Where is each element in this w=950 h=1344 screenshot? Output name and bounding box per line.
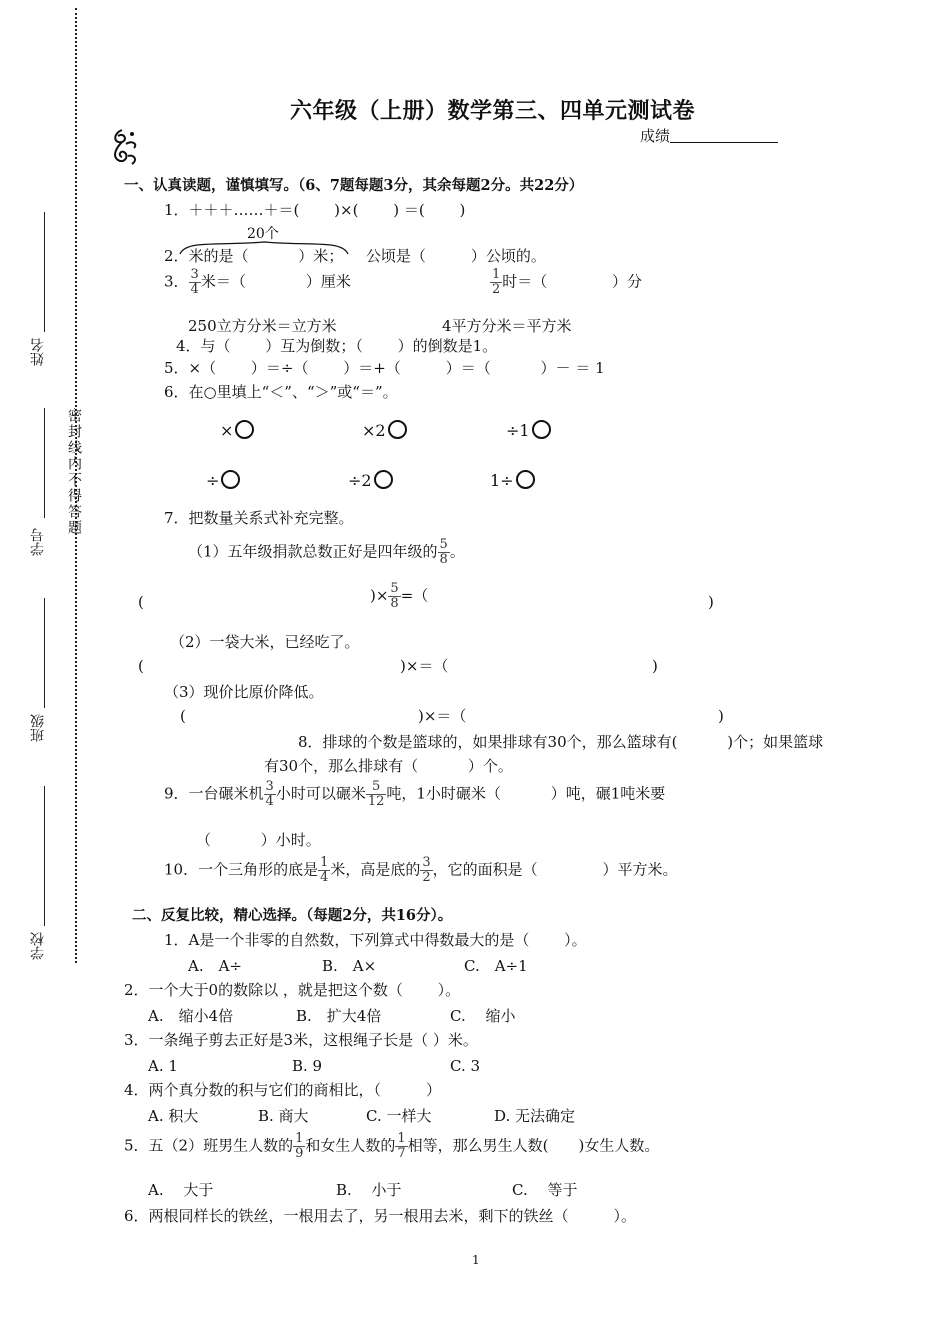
s1-q7-2: （2）一袋大米，已经吃了。 — [170, 633, 360, 651]
s1-q6-item-2: ×2 — [362, 420, 407, 441]
seal-text: 密封线内不得答题 — [66, 408, 82, 536]
s1-q6-item-5: ÷2 — [348, 470, 393, 491]
s2-q1-option-c[interactable]: C. A÷1 — [464, 957, 528, 975]
s2-q2-option-a[interactable]: A. 缩小4倍 — [148, 1007, 234, 1025]
score-field — [640, 126, 778, 146]
s2-q2: 2．一个大于0的数除以 ，就是把这个数（ ）。 — [124, 981, 461, 999]
s1-q6: 6．在○里填上“＜”、“＞”或“＝”。 — [164, 383, 398, 401]
s1-q10-fraction-2: $\frac{3}{2}$ — [422, 855, 431, 885]
page-title: 六年级（上册）数学第三、四单元测试卷 — [290, 98, 696, 124]
s1-q7-3: （3）现价比原价降低。 — [164, 683, 324, 701]
s2-q1-option-a[interactable]: A. A÷ — [188, 957, 243, 975]
s2-q4-option-d[interactable]: D. 无法确定 — [494, 1107, 576, 1125]
s1-q3a-num: 3． — [164, 272, 189, 291]
s2-q6: 6．两根同样长的铁丝，一根用去了，另一根用去米，剩下的铁丝（ ）。 — [124, 1207, 637, 1225]
s1-q3b-text: 时＝（ ）分 — [502, 272, 643, 291]
s1-q1-brace-label: 20个 — [247, 226, 279, 242]
s2-q1-option-b[interactable]: B. A× — [322, 957, 377, 975]
compare-circle[interactable] — [388, 420, 407, 439]
section2-heading: 二、反复比较，精心选择。（每题2分，共16分）。 — [132, 907, 453, 924]
score-blank[interactable] — [670, 128, 778, 143]
s1-q3d: 4平方分米＝平方米 — [442, 317, 572, 335]
s2-q4-option-c[interactable]: C. 一样大 — [366, 1107, 432, 1125]
s1-q7-1-fraction: $\frac{5}{8}$ — [439, 537, 448, 567]
s1-q9-fraction-1: $\frac{3}{4}$ — [265, 779, 274, 809]
s1-q2: 2．米的是（ ）米； 公顷是（ ）公顷的。 — [164, 247, 546, 265]
s1-q7-3-eq-left: ( — [180, 707, 186, 725]
s2-q5-fraction-2: $\frac{1}{7}$ — [397, 1131, 406, 1161]
s1-q7-1-eq-fraction: $\frac{5}{8}$ — [390, 581, 399, 611]
s2-q4-option-a[interactable]: A. 积大 — [148, 1107, 199, 1125]
s1-q3b — [490, 268, 642, 297]
s1-q6-item-4: ÷ — [206, 470, 240, 491]
s1-q7-1-eq-right: ) — [708, 593, 714, 611]
s1-q7-3-eq-mid: )×＝（ — [418, 707, 467, 725]
compare-circle[interactable] — [235, 420, 254, 439]
s1-q8-line1: 8．排球的个数是篮球的，如果排球有30个，那么篮球有( )个；如果篮球 — [298, 733, 824, 751]
school-underline — [44, 786, 45, 926]
s2-q2-option-c[interactable]: C. 缩小 — [450, 1007, 516, 1025]
s1-q6-item-6: 1÷ — [490, 470, 535, 491]
compare-circle[interactable] — [516, 470, 535, 489]
s1-q7-1-eq-left: ( — [138, 593, 144, 611]
s1-q5: 5．×（ ）＝÷（ ）＝+（ ）＝（ ）－ ＝ 1 — [164, 359, 605, 377]
compare-circle[interactable] — [221, 470, 240, 489]
s2-q1: 1．A是一个非零的自然数，下列算式中得数最大的是（ ）。 — [164, 931, 587, 949]
s2-q2-option-b[interactable]: B. 扩大4倍 — [296, 1007, 382, 1025]
s2-q5-fraction-1: $\frac{1}{9}$ — [295, 1131, 304, 1161]
s1-q7-2-eq-right: ) — [652, 657, 658, 675]
class-label: 班级 — [30, 714, 46, 742]
s2-q4-option-b[interactable]: B. 商大 — [258, 1107, 309, 1125]
s1-q7-1: （1）五年级捐款总数正好是四年级的 $\frac{5}{8}$ 。 — [188, 537, 465, 567]
class-underline — [44, 598, 45, 708]
id-underline — [44, 408, 45, 518]
s1-q10: 10．一个三角形的底是 $\frac{1}{4}$ 米，高是底的 $\frac{3}{2}$ ，它的面积是（ ）平方米。 — [164, 855, 678, 885]
school-label: 学校 — [30, 932, 46, 960]
s2-q4: 4．两个真分数的积与它们的商相比，（ ） — [124, 1081, 442, 1099]
name-label: 姓名 — [30, 338, 46, 366]
s2-q5: 5．五（2）班男生人数的 $\frac{1}{9}$ 和女生人数的 $\frac{1}{7}$ 相等，那么男生人数( )女生人数。 — [124, 1131, 660, 1161]
s2-q5-option-c[interactable]: C. 等于 — [512, 1181, 578, 1199]
s1-q8-line2: 有30个，那么排球有（ ）个。 — [264, 757, 513, 775]
s2-q3: 3．一条绳子剪去正好是3米，这根绳子长是（ ）米。 — [124, 1031, 478, 1049]
s1-q3c: 250立方分米＝立方米 — [188, 317, 337, 335]
s2-q3-option-a[interactable]: A. 1 — [148, 1057, 178, 1075]
s2-q3-option-c[interactable]: C. 3 — [450, 1057, 481, 1075]
s1-q9-line2: （ ）小时。 — [196, 831, 321, 849]
s1-q6-item-1: × — [220, 420, 254, 441]
s2-q3-option-b[interactable]: B. 9 — [292, 1057, 323, 1075]
name-underline — [44, 212, 45, 332]
s1-q7-2-eq-mid: )×＝（ — [400, 657, 449, 675]
s1-q7-1-eq-mid: )× $\frac{5}{8}$ =（ — [370, 581, 429, 611]
s1-q9: 9．一台碾米机 $\frac{3}{4}$ 小时可以碾米 $\frac{5}{12}$ 吨，1小时碾米（ ）吨，碾1吨米要 — [164, 779, 666, 809]
decorative-flourish-icon — [108, 126, 142, 168]
s2-q5-option-a[interactable]: A. 大于 — [148, 1181, 214, 1199]
s1-q10-fraction-1: $\frac{1}{4}$ — [320, 855, 329, 885]
s1-q1: 1．＋＋＋……＋＝( )×( ) ＝( ) — [164, 201, 466, 219]
s1-q6-item-3: ÷1 — [506, 420, 551, 441]
s1-q9-fraction-2: $\frac{5}{12}$ — [367, 779, 385, 809]
s1-q3a-text: 米＝（ ）厘米 — [200, 272, 351, 291]
compare-circle[interactable] — [532, 420, 551, 439]
section1-heading: 一、认真读题，谨慎填写。（6、7题每题3分，其余每题2分。共22分） — [124, 177, 584, 194]
score-label: 成绩 — [640, 127, 671, 145]
s2-q5-option-b[interactable]: B. 小于 — [336, 1181, 402, 1199]
s1-q3b-fraction: $\frac{1}{2}$ — [492, 267, 501, 297]
s1-q7: 7．把数量关系式补充完整。 — [164, 509, 354, 527]
s1-q7-3-eq-right: ) — [718, 707, 724, 725]
s1-q3a-fraction: $\frac{3}{4}$ — [190, 267, 199, 297]
compare-circle[interactable] — [374, 470, 393, 489]
s1-q4: 4．与（ ）互为倒数；（ ）的倒数是1。 — [176, 337, 498, 355]
s1-q3a — [164, 268, 351, 297]
page-number: 1 — [472, 1253, 480, 1267]
id-label: 学号 — [30, 528, 46, 556]
s1-q7-2-eq-left: ( — [138, 657, 144, 675]
